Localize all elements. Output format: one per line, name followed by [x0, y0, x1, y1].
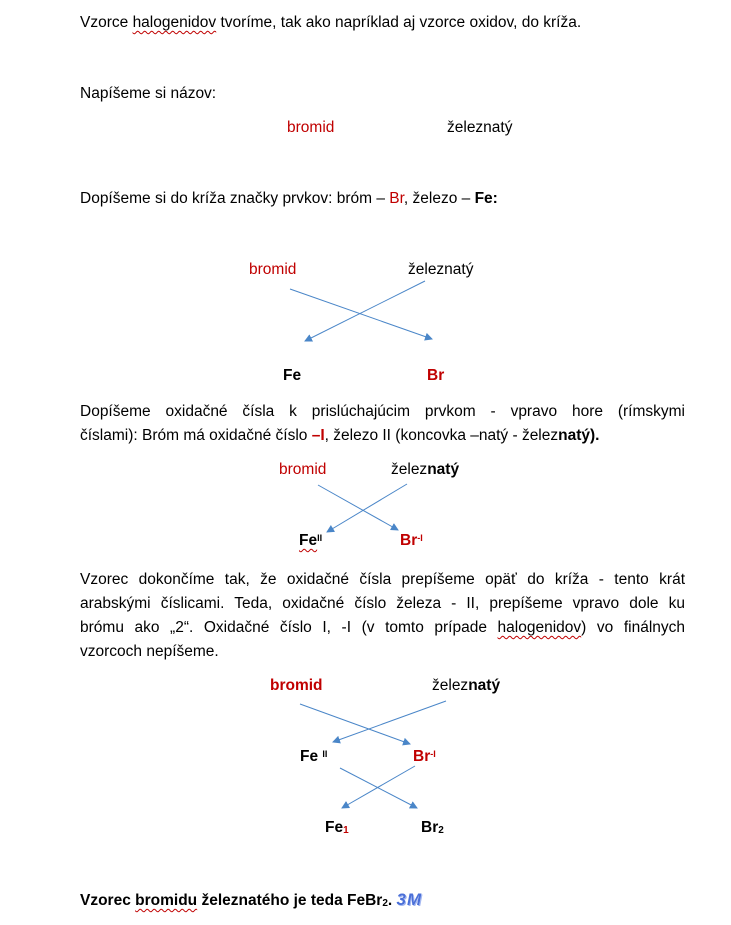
diagram1-br: Br: [427, 367, 445, 384]
diagram2-br-symbol: Br: [400, 532, 418, 549]
diagram3-br-ox: -I: [430, 749, 436, 759]
diagram1-fe: Fe: [283, 367, 302, 384]
spellcheck-word: halogenidov: [132, 14, 217, 31]
step3-ox-br: –I: [311, 427, 325, 444]
step3-bold: natý).: [558, 427, 600, 444]
diagram2-cation-part: želez: [391, 461, 428, 478]
spellcheck-word: halogenidov: [497, 619, 582, 636]
step1-cation: železnatý: [447, 119, 513, 136]
step2-fe: Fe:: [474, 190, 498, 207]
step1-anion: bromid: [287, 119, 335, 136]
diagram3-cation-part: želez: [432, 677, 469, 694]
step4-line1: Vzorec dokončíme tak, že oxidačné čísla prepíšeme opäť do kríža - tento krát: [80, 571, 685, 588]
step4-line4: vzorcoch nepíšeme.: [80, 643, 219, 660]
conclusion-part: Vzorec: [80, 892, 136, 909]
intro-part: Vzorce: [80, 14, 133, 31]
diagram1-cation: železnatý: [408, 261, 474, 278]
diagram3-fe-final-sub: 1: [343, 825, 349, 836]
diagram1-anion: bromid: [249, 261, 297, 278]
step3-part: číslami): Bróm má oxidačné číslo: [80, 427, 312, 444]
diagram3-cation-bold: natý: [468, 677, 501, 694]
diagram3-fe-symbol: Fe: [300, 748, 323, 765]
step2-br: Br: [389, 190, 404, 207]
diagram2-br-ox: -I: [417, 533, 423, 543]
intro-part: tvoríme, tak ako napríklad aj vzorce oxidov, do kríža.: [216, 14, 582, 31]
diagram2-anion: bromid: [279, 461, 327, 478]
diagram3-br-symbol: Br: [413, 748, 431, 765]
diagram3-fe-ox: II: [322, 749, 328, 759]
step4-line2: arabskými číslicami. Teda, oxidačné číslo železa - II, prepíšeme vpravo dole ku: [80, 595, 685, 612]
diagram3-fe-final-symbol: Fe: [325, 819, 344, 836]
step2-part: , železo –: [403, 190, 475, 207]
diagram2-cation-bold: natý: [427, 461, 460, 478]
diagram2-fe-ox: II: [317, 533, 323, 543]
step3-line1: Dopíšeme oxidačné čísla k prislúchajúcim prvkom - vpravo hore (rímskymi: [80, 403, 685, 420]
arrow-d1-cation-to-fe: [305, 281, 425, 341]
arrow-d2-bromid-to-br: [318, 485, 398, 530]
stamp-mark: 3M: [396, 890, 423, 909]
spellcheck-word: bromidu: [135, 892, 198, 909]
step2-part: Dopíšeme si do kríža značky prvkov: bróm –: [80, 190, 390, 207]
step4-part: ) vo finálnych: [581, 619, 685, 636]
step3-part: , železo II (koncovka –natý - želez: [324, 427, 559, 444]
diagram3-anion: bromid: [270, 677, 323, 694]
step4-part: brómu ako „2“. Oxidačné číslo I, -I (v tomto prípade: [80, 619, 498, 636]
arrow-d3-bromid-to-br: [300, 704, 410, 744]
step1-label: Napíšeme si názov:: [80, 85, 217, 102]
diagram3-br-final-sub: 2: [438, 825, 444, 836]
conclusion-part: .: [387, 892, 397, 909]
arrow-d3-cation-to-fe: [333, 701, 446, 742]
conclusion-sub: 2: [382, 898, 388, 909]
arrow-d1-bromid-to-br: [290, 289, 432, 339]
conclusion-part: železnatého je teda FeBr: [197, 892, 383, 909]
diagram2-fe-symbol: Fe: [299, 532, 318, 549]
arrow-d2-cation-to-fe: [327, 484, 407, 532]
diagram3-br-final-symbol: Br: [421, 819, 439, 836]
